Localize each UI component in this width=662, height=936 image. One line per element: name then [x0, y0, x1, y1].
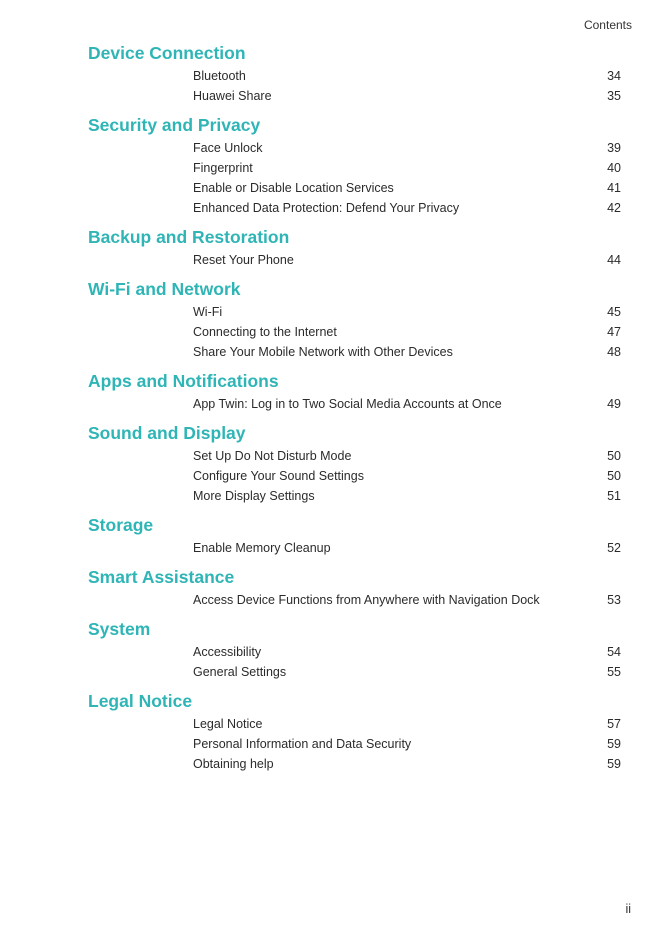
- toc-entry-page: 40: [607, 161, 621, 175]
- toc-section: [88, 420, 621, 506]
- toc-entry-label: Enhanced Data Protection: Defend Your Privacy: [193, 201, 460, 215]
- toc-section: [88, 368, 621, 414]
- section-heading[interactable]: Backup and Restoration: [88, 227, 290, 247]
- toc-entry[interactable]: [193, 394, 621, 414]
- toc-entry[interactable]: [193, 250, 621, 270]
- toc-entry[interactable]: [193, 662, 621, 682]
- section-heading[interactable]: Wi-Fi and Network: [88, 279, 241, 299]
- toc-section: [88, 40, 621, 106]
- toc-entry-label: General Settings: [193, 665, 287, 679]
- toc-entry-page: 50: [607, 449, 621, 463]
- section-heading[interactable]: Security and Privacy: [88, 115, 261, 135]
- toc-entry-label: App Twin: Log in to Two Social Media Accounts at Once: [193, 397, 502, 411]
- toc-entry-page: 54: [607, 645, 621, 659]
- toc-entry-page: 45: [607, 305, 621, 319]
- toc-entry-label: Set Up Do Not Disturb Mode: [193, 449, 352, 463]
- section-heading[interactable]: Sound and Display: [88, 423, 246, 443]
- toc-entry-label: Enable or Disable Location Services: [193, 181, 394, 195]
- toc-entry-label: Legal Notice: [193, 717, 263, 731]
- toc-entry[interactable]: [193, 538, 621, 558]
- toc-entry[interactable]: [193, 486, 621, 506]
- toc-entry-page: 48: [607, 345, 621, 359]
- toc-entry-page: 52: [607, 541, 621, 555]
- toc-entry-page: 57: [607, 717, 621, 731]
- toc-entry-label: Connecting to the Internet: [193, 325, 337, 339]
- toc-entry-page: 44: [607, 253, 621, 267]
- toc-section: [88, 276, 621, 362]
- toc-entry-label: More Display Settings: [193, 489, 315, 503]
- toc-section: [88, 112, 621, 218]
- toc-entry-label: Fingerprint: [193, 161, 253, 175]
- toc-entry[interactable]: [193, 590, 621, 610]
- toc-entry-label: Bluetooth: [193, 69, 246, 83]
- toc-entry[interactable]: [193, 158, 621, 178]
- section-heading[interactable]: Apps and Notifications: [88, 371, 279, 391]
- toc-section: [88, 224, 621, 270]
- toc-entry[interactable]: [193, 138, 621, 158]
- toc-entry-page: 35: [607, 89, 621, 103]
- toc-entry-page: 59: [607, 757, 621, 771]
- toc-entry-page: 51: [607, 489, 621, 503]
- toc-entry-label: Accessibility: [193, 645, 262, 659]
- section-heading[interactable]: Smart Assistance: [88, 567, 235, 587]
- toc-entry-page: 49: [607, 397, 621, 411]
- toc-entry-page: 50: [607, 469, 621, 483]
- running-header: Contents: [583, 18, 632, 32]
- section-heading[interactable]: Legal Notice: [88, 691, 193, 711]
- toc-entry-page: 55: [607, 665, 621, 679]
- toc-entry[interactable]: [193, 302, 621, 322]
- toc-entry[interactable]: [193, 642, 621, 662]
- toc-entry-page: 47: [607, 325, 621, 339]
- toc-entry-label: Huawei Share: [193, 89, 272, 103]
- toc-entry-page: 59: [607, 737, 621, 751]
- toc-entry-page: 53: [607, 593, 621, 607]
- section-heading[interactable]: System: [88, 619, 151, 639]
- toc-entry-label: Configure Your Sound Settings: [193, 469, 364, 483]
- section-heading[interactable]: Device Connection: [88, 43, 246, 63]
- toc-entry-label: Wi-Fi: [193, 305, 223, 319]
- toc-entry-label: Access Device Functions from Anywhere with Navigation Dock: [193, 593, 540, 607]
- toc-entry-page: 34: [607, 69, 621, 83]
- toc-entry[interactable]: [193, 714, 621, 734]
- toc-entry-label: Personal Information and Data Security: [193, 737, 412, 751]
- section-heading[interactable]: Storage: [88, 515, 154, 535]
- toc-section: [88, 564, 621, 610]
- toc-entry-page: 42: [607, 201, 621, 215]
- toc-entry-label: Face Unlock: [193, 141, 263, 155]
- toc-entry[interactable]: [193, 66, 621, 86]
- toc-section: [88, 616, 621, 682]
- toc-entry-label: Enable Memory Cleanup: [193, 541, 331, 555]
- toc-section: [88, 688, 621, 774]
- toc-entry[interactable]: [193, 322, 621, 342]
- table-of-contents: [88, 40, 621, 774]
- toc-entry[interactable]: [193, 466, 621, 486]
- toc-entry[interactable]: [193, 754, 621, 774]
- toc-entry[interactable]: [193, 342, 621, 362]
- toc-entry-page: 39: [607, 141, 621, 155]
- toc-entry-label: Obtaining help: [193, 757, 274, 771]
- toc-section: [88, 512, 621, 558]
- toc-entry[interactable]: [193, 446, 621, 466]
- toc-entry-page: 41: [607, 181, 621, 195]
- toc-entry-label: Share Your Mobile Network with Other Devices: [193, 345, 453, 359]
- toc-entry[interactable]: [193, 178, 621, 198]
- toc-entry[interactable]: [193, 734, 621, 754]
- toc-entry-label: Reset Your Phone: [193, 253, 294, 267]
- toc-entry[interactable]: [193, 198, 621, 218]
- page-number: ii: [625, 902, 631, 916]
- toc-entry[interactable]: [193, 86, 621, 106]
